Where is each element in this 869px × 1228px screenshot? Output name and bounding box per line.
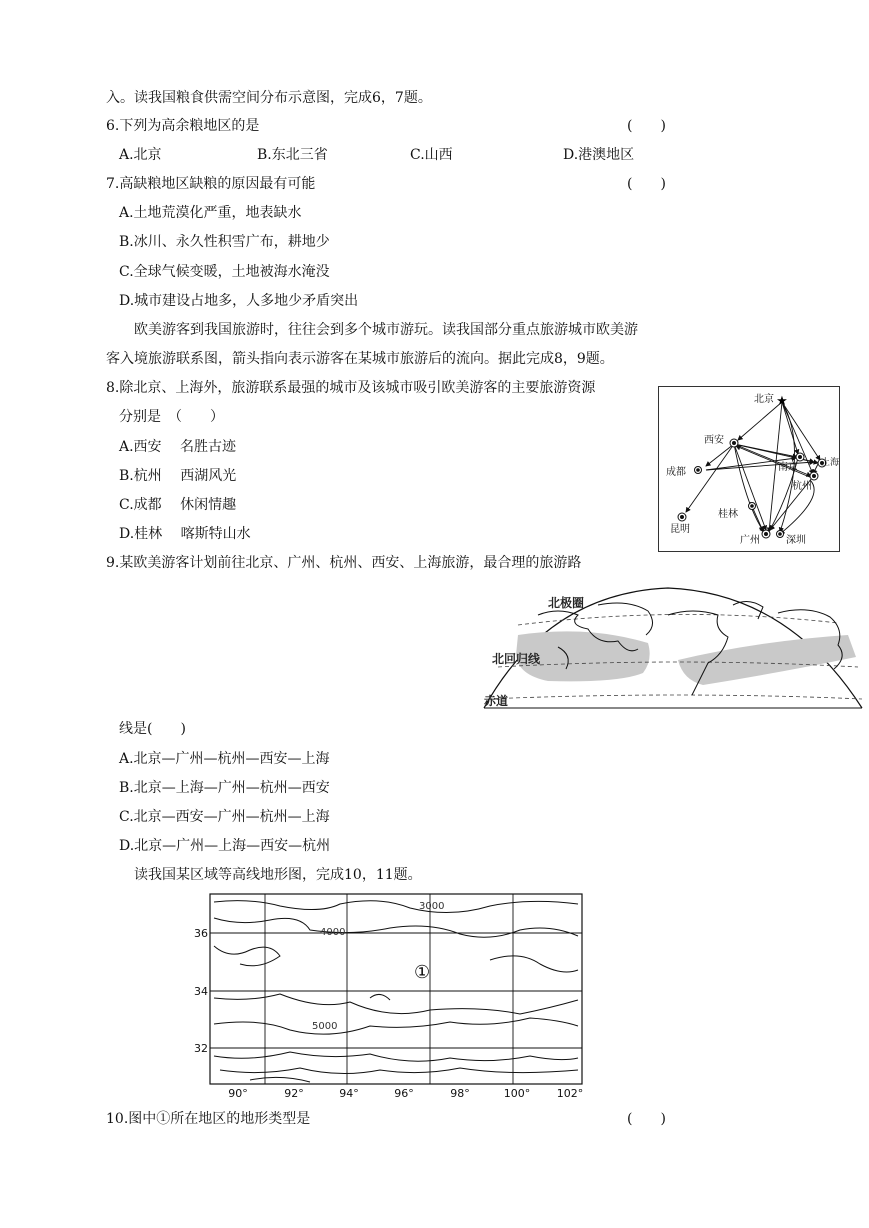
contour-label: 5000 <box>312 1021 338 1032</box>
map-label-arctic-circle: 北极圈 <box>548 596 585 610</box>
x-tick-label: 100° <box>503 1087 531 1100</box>
q6-option-b: B.东北三省 <box>257 147 328 163</box>
x-tick-label: 96° <box>394 1087 414 1100</box>
q6-option-a: A.北京 <box>119 147 162 163</box>
q8-option-d: D.桂林 喀斯特山水 <box>119 526 251 542</box>
question-7: 7.高缺粮地区缺粮的原因最有可能 <box>106 176 316 192</box>
q8-option-b: B.杭州 西湖风光 <box>119 468 237 484</box>
q9-option-b: B.北京—上海—广州—杭州—西安 <box>119 780 330 796</box>
location-marker-1: ① <box>414 962 431 983</box>
map-label-tropic-of-cancer: 北回归线 <box>492 652 541 666</box>
paragraph-tourism-2: 客入境旅游联系图，箭头指向表示游客在某城市旅游后的流向。据此完成8，9题。 <box>106 351 614 367</box>
map-label-equator: 赤道 <box>484 694 509 708</box>
q7-option-a: A.土地荒漠化严重，地表缺水 <box>119 205 302 221</box>
beijing-star-icon: ★ <box>776 394 788 409</box>
city-label: 深圳 <box>786 535 806 546</box>
paragraph-contour: 读我国某区域等高线地形图，完成10，11题。 <box>134 867 422 883</box>
q8-option-a: A.西安 名胜古迹 <box>119 439 237 455</box>
city-label: 桂林 <box>718 509 738 520</box>
city-label: 西安 <box>704 435 724 446</box>
tourism-connection-map <box>658 386 840 552</box>
q6-option-c: C.山西 <box>410 147 453 163</box>
y-tick-label: 32 <box>194 1042 208 1055</box>
contour-label: 3000 <box>419 901 445 912</box>
city-label: 杭州 <box>792 481 812 492</box>
question-6: 6.下列为高余粮地区的是 <box>106 118 260 134</box>
answer-blank-7: ( ) <box>627 176 666 192</box>
question-9: 9.某欧美游客计划前往北京、广州、杭州、西安、上海旅游，最合理的旅游路 <box>106 555 582 571</box>
answer-blank-6: ( ) <box>627 118 666 134</box>
q7-option-d: D.城市建设占地多，人多地少矛盾突出 <box>119 293 359 309</box>
city-label: 广州 <box>740 535 760 546</box>
q8-option-c: C.成都 休闲情趣 <box>119 497 237 513</box>
question-8: 8.除北京、上海外，旅游联系最强的城市及该城市吸引欧美游客的主要旅游资源 <box>106 380 596 396</box>
question-8-line2: 分别是 （ ） <box>119 409 224 425</box>
q7-option-b: B.冰川、永久性积雪广布，耕地少 <box>119 234 330 250</box>
answer-blank-10: ( ) <box>627 1111 666 1127</box>
q9-option-d: D.北京—广州—上海—西安—杭州 <box>119 838 331 854</box>
city-label: 上海 <box>821 458 840 468</box>
question-9-line2: 线是( ) <box>119 721 186 737</box>
q9-option-a: A.北京—广州—杭州—西安—上海 <box>119 751 330 767</box>
city-label: 北京 <box>754 394 774 405</box>
q7-option-c: C.全球气候变暖，土地被海水淹没 <box>119 264 330 280</box>
x-tick-label: 90° <box>228 1087 248 1100</box>
question-10: 10.图中①所在地区的地形类型是 <box>106 1111 311 1127</box>
contour-map <box>190 890 586 1100</box>
q6-option-d: D.港澳地区 <box>563 147 635 163</box>
x-tick-label: 92° <box>284 1087 304 1100</box>
city-label: 南京 <box>778 462 798 473</box>
city-label: 昆明 <box>670 524 690 535</box>
y-tick-label: 36 <box>194 927 208 940</box>
contour-label: 4000 <box>320 927 346 938</box>
x-tick-label: 94° <box>339 1087 359 1100</box>
paragraph-tourism-1: 欧美游客到我国旅游时，往往会到多个城市游玩。读我国部分重点旅游城市欧美游 <box>134 322 638 338</box>
y-tick-label: 34 <box>194 985 208 998</box>
city-label: 成都 <box>666 467 686 478</box>
q9-option-c: C.北京—西安—广州—杭州—上海 <box>119 809 330 825</box>
world-map <box>478 585 866 709</box>
x-tick-label: 102° <box>556 1087 584 1100</box>
intro-line: 入。读我国粮食供需空间分布示意图，完成6，7题。 <box>106 90 432 106</box>
x-tick-label: 98° <box>450 1087 470 1100</box>
